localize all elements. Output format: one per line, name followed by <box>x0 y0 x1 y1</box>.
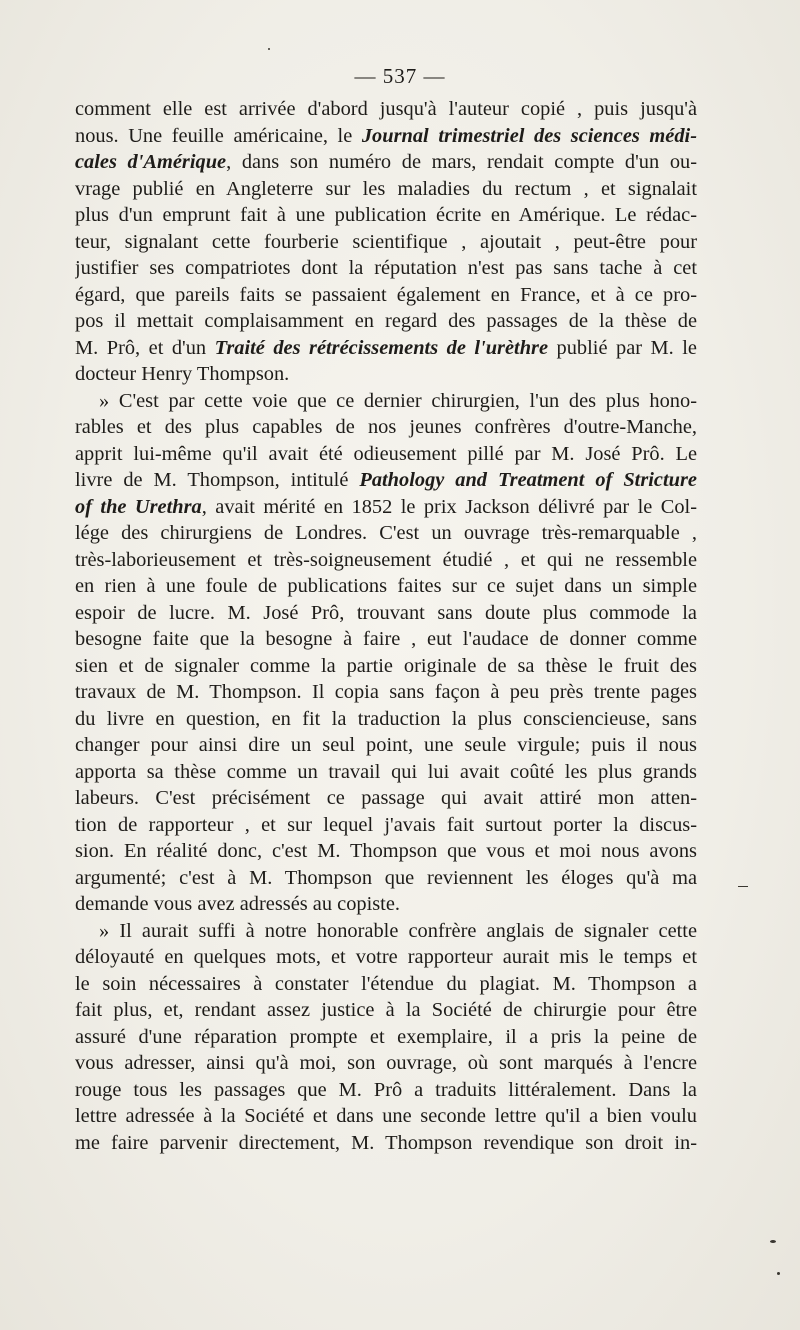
text-line <box>75 1050 697 1077</box>
text-run: » Il aurait suffi à notre honorable confrère anglais de signaler cette <box>99 919 697 942</box>
scan-speck <box>268 48 270 50</box>
text-block <box>75 96 697 1156</box>
text-run: , dans son numéro de mars, rendait compte d'un ou- <box>226 151 697 173</box>
text-run: M. Prô, et d'un <box>75 336 215 359</box>
text-line <box>75 414 697 441</box>
text-line <box>75 149 697 176</box>
italic-title: of the Urethra <box>75 495 202 518</box>
text-run: en rien à une foule de publications faites sur ce sujet dans un simple <box>75 575 697 597</box>
text-run: nous. Une feuille américaine, le <box>75 124 362 147</box>
text-line <box>75 96 697 123</box>
text-run: teur, signalant cette fourberie scientifique , ajoutait , peut-être pour <box>75 230 697 253</box>
scan-speck <box>770 1240 776 1243</box>
text-run: argumenté; c'est à M. Thompson que reviennent les éloges qu'à ma <box>75 866 697 889</box>
text-run: égard, que pareils faits se passaient également en France, et à ce pro- <box>75 283 697 306</box>
text-line <box>75 388 697 415</box>
text-line <box>75 944 697 971</box>
text-line <box>75 865 697 892</box>
text-run: plus d'un emprunt fait à une publication écrite en Amérique. Le rédac- <box>75 204 697 226</box>
text-run: rouge tous les passages que M. Prô a traduits littéralement. Dans la <box>75 1078 697 1101</box>
text-run: sion. En réalité donc, c'est M. Thompson que vous et moi nous avons <box>75 840 697 862</box>
text-line <box>75 1077 697 1104</box>
text-run: docteur Henry Thompson. <box>75 363 290 385</box>
text-line <box>75 176 697 203</box>
text-line <box>75 494 697 521</box>
text-line <box>75 971 697 998</box>
text-line <box>75 706 697 733</box>
text-run: labeurs. C'est précisément ce passage qui avait attiré mon atten- <box>75 787 697 809</box>
text-line <box>75 308 697 335</box>
text-run: espoir de lucre. M. José Prô, trouvant sans doute plus commode la <box>75 601 697 624</box>
text-run: pos il mettait complaisamment en regard des passages de la thèse de <box>75 310 697 332</box>
text-line <box>75 812 697 839</box>
text-run: me faire parvenir directement, M. Thompson revendique son droit in- <box>75 1131 697 1154</box>
text-line <box>75 785 697 812</box>
page-number: — 537 — <box>354 64 446 88</box>
text-run: fait plus, et, rendant assez justice à la Société de chirurgie pour être <box>75 999 697 1021</box>
text-run: tion de rapporteur , et sur lequel j'avais fait surtout porter la discus- <box>75 813 697 836</box>
text-run: travaux de M. Thompson. Il copia sans façon à peu près trente pages <box>75 681 697 703</box>
text-line <box>75 1130 697 1157</box>
text-line <box>75 573 697 600</box>
text-run: changer pour ainsi dire un seul point, une seule virgule; puis il nous <box>75 734 697 756</box>
text-line <box>75 759 697 786</box>
text-run: publié par M. le <box>548 336 697 359</box>
text-line <box>75 441 697 468</box>
text-line <box>75 520 697 547</box>
text-run: assuré d'une réparation prompte et exemplaire, il a pris la peine de <box>75 1025 697 1048</box>
text-run: très-laborieusement et très-soigneusement étudié , et qui ne ressemble <box>75 548 697 571</box>
text-line <box>75 123 697 150</box>
text-line <box>75 997 697 1024</box>
text-line <box>75 1103 697 1130</box>
text-line <box>75 891 697 918</box>
text-line <box>75 918 697 945</box>
text-run: , avait mérité en 1852 le prix Jackson délivré par le Col- <box>201 495 697 518</box>
text-run: déloyauté en quelques mots, et votre rapporteur aurait mis le temps et <box>75 946 697 968</box>
text-run: besogne faite que la besogne à faire , eut l'audace de donner comme <box>75 628 697 650</box>
body-text <box>75 96 697 1156</box>
italic-title: Pathology and Treatment of Stricture <box>359 469 697 491</box>
text-line <box>75 361 697 388</box>
text-line <box>75 282 697 309</box>
text-run: comment elle est arrivée d'abord jusqu'à l'auteur copié , puis jusqu'à <box>75 98 697 120</box>
text-run: lége des chirurgiens de Londres. C'est un ouvrage très-remarquable , <box>75 522 697 544</box>
text-run: apprit lui-même qu'il avait été odieusement pillé par M. José Prô. Le <box>75 442 697 465</box>
text-line <box>75 653 697 680</box>
text-run: vrage publié en Angleterre sur les maladies du rectum , et signalait <box>75 177 697 200</box>
italic-title: Journal trimestriel des sciences médi- <box>361 124 697 147</box>
text-run: lettre adressée à la Société et dans une seconde lettre qu'il a bien voulu <box>75 1105 697 1127</box>
italic-title: cales d'Amérique <box>75 151 227 173</box>
text-run: » C'est par cette voie que ce dernier chirurgien, l'un des plus hono- <box>99 389 697 412</box>
text-line <box>75 732 697 759</box>
text-line <box>75 838 697 865</box>
text-run: du livre en question, en fit la traduction la plus consciencieuse, sans <box>75 707 697 730</box>
text-run: livre de M. Thompson, intitulé <box>75 469 360 491</box>
text-run: demande vous avez adressés au copiste. <box>75 893 400 915</box>
text-run: rables et des plus capables de nos jeunes confrères d'outre-Manche, <box>75 416 697 438</box>
scan-speck <box>738 886 748 887</box>
text-line <box>75 255 697 282</box>
text-line <box>75 600 697 627</box>
text-line <box>75 229 697 256</box>
scan-speck <box>777 1272 780 1275</box>
text-run: vous adresser, ainsi qu'à moi, son ouvrage, où sont marqués à l'encre <box>75 1052 697 1074</box>
italic-title: Traité des rétrécissements de l'urèthre <box>214 336 549 359</box>
text-line <box>75 335 697 362</box>
text-run: apporta sa thèse comme un travail qui lui avait coûté les plus grands <box>75 760 697 783</box>
text-line <box>75 202 697 229</box>
text-line <box>75 679 697 706</box>
text-line <box>75 626 697 653</box>
text-run: le soin nécessaires à constater l'étendue du plagiat. M. Thompson a <box>75 972 697 995</box>
text-run: justifier ses compatriotes dont la réputation n'est pas sans tache à cet <box>75 257 697 279</box>
text-line <box>75 1024 697 1051</box>
text-run: sien et de signaler comme la partie originale de sa thèse le fruit des <box>75 654 697 677</box>
text-line <box>75 467 697 494</box>
text-line <box>75 547 697 574</box>
